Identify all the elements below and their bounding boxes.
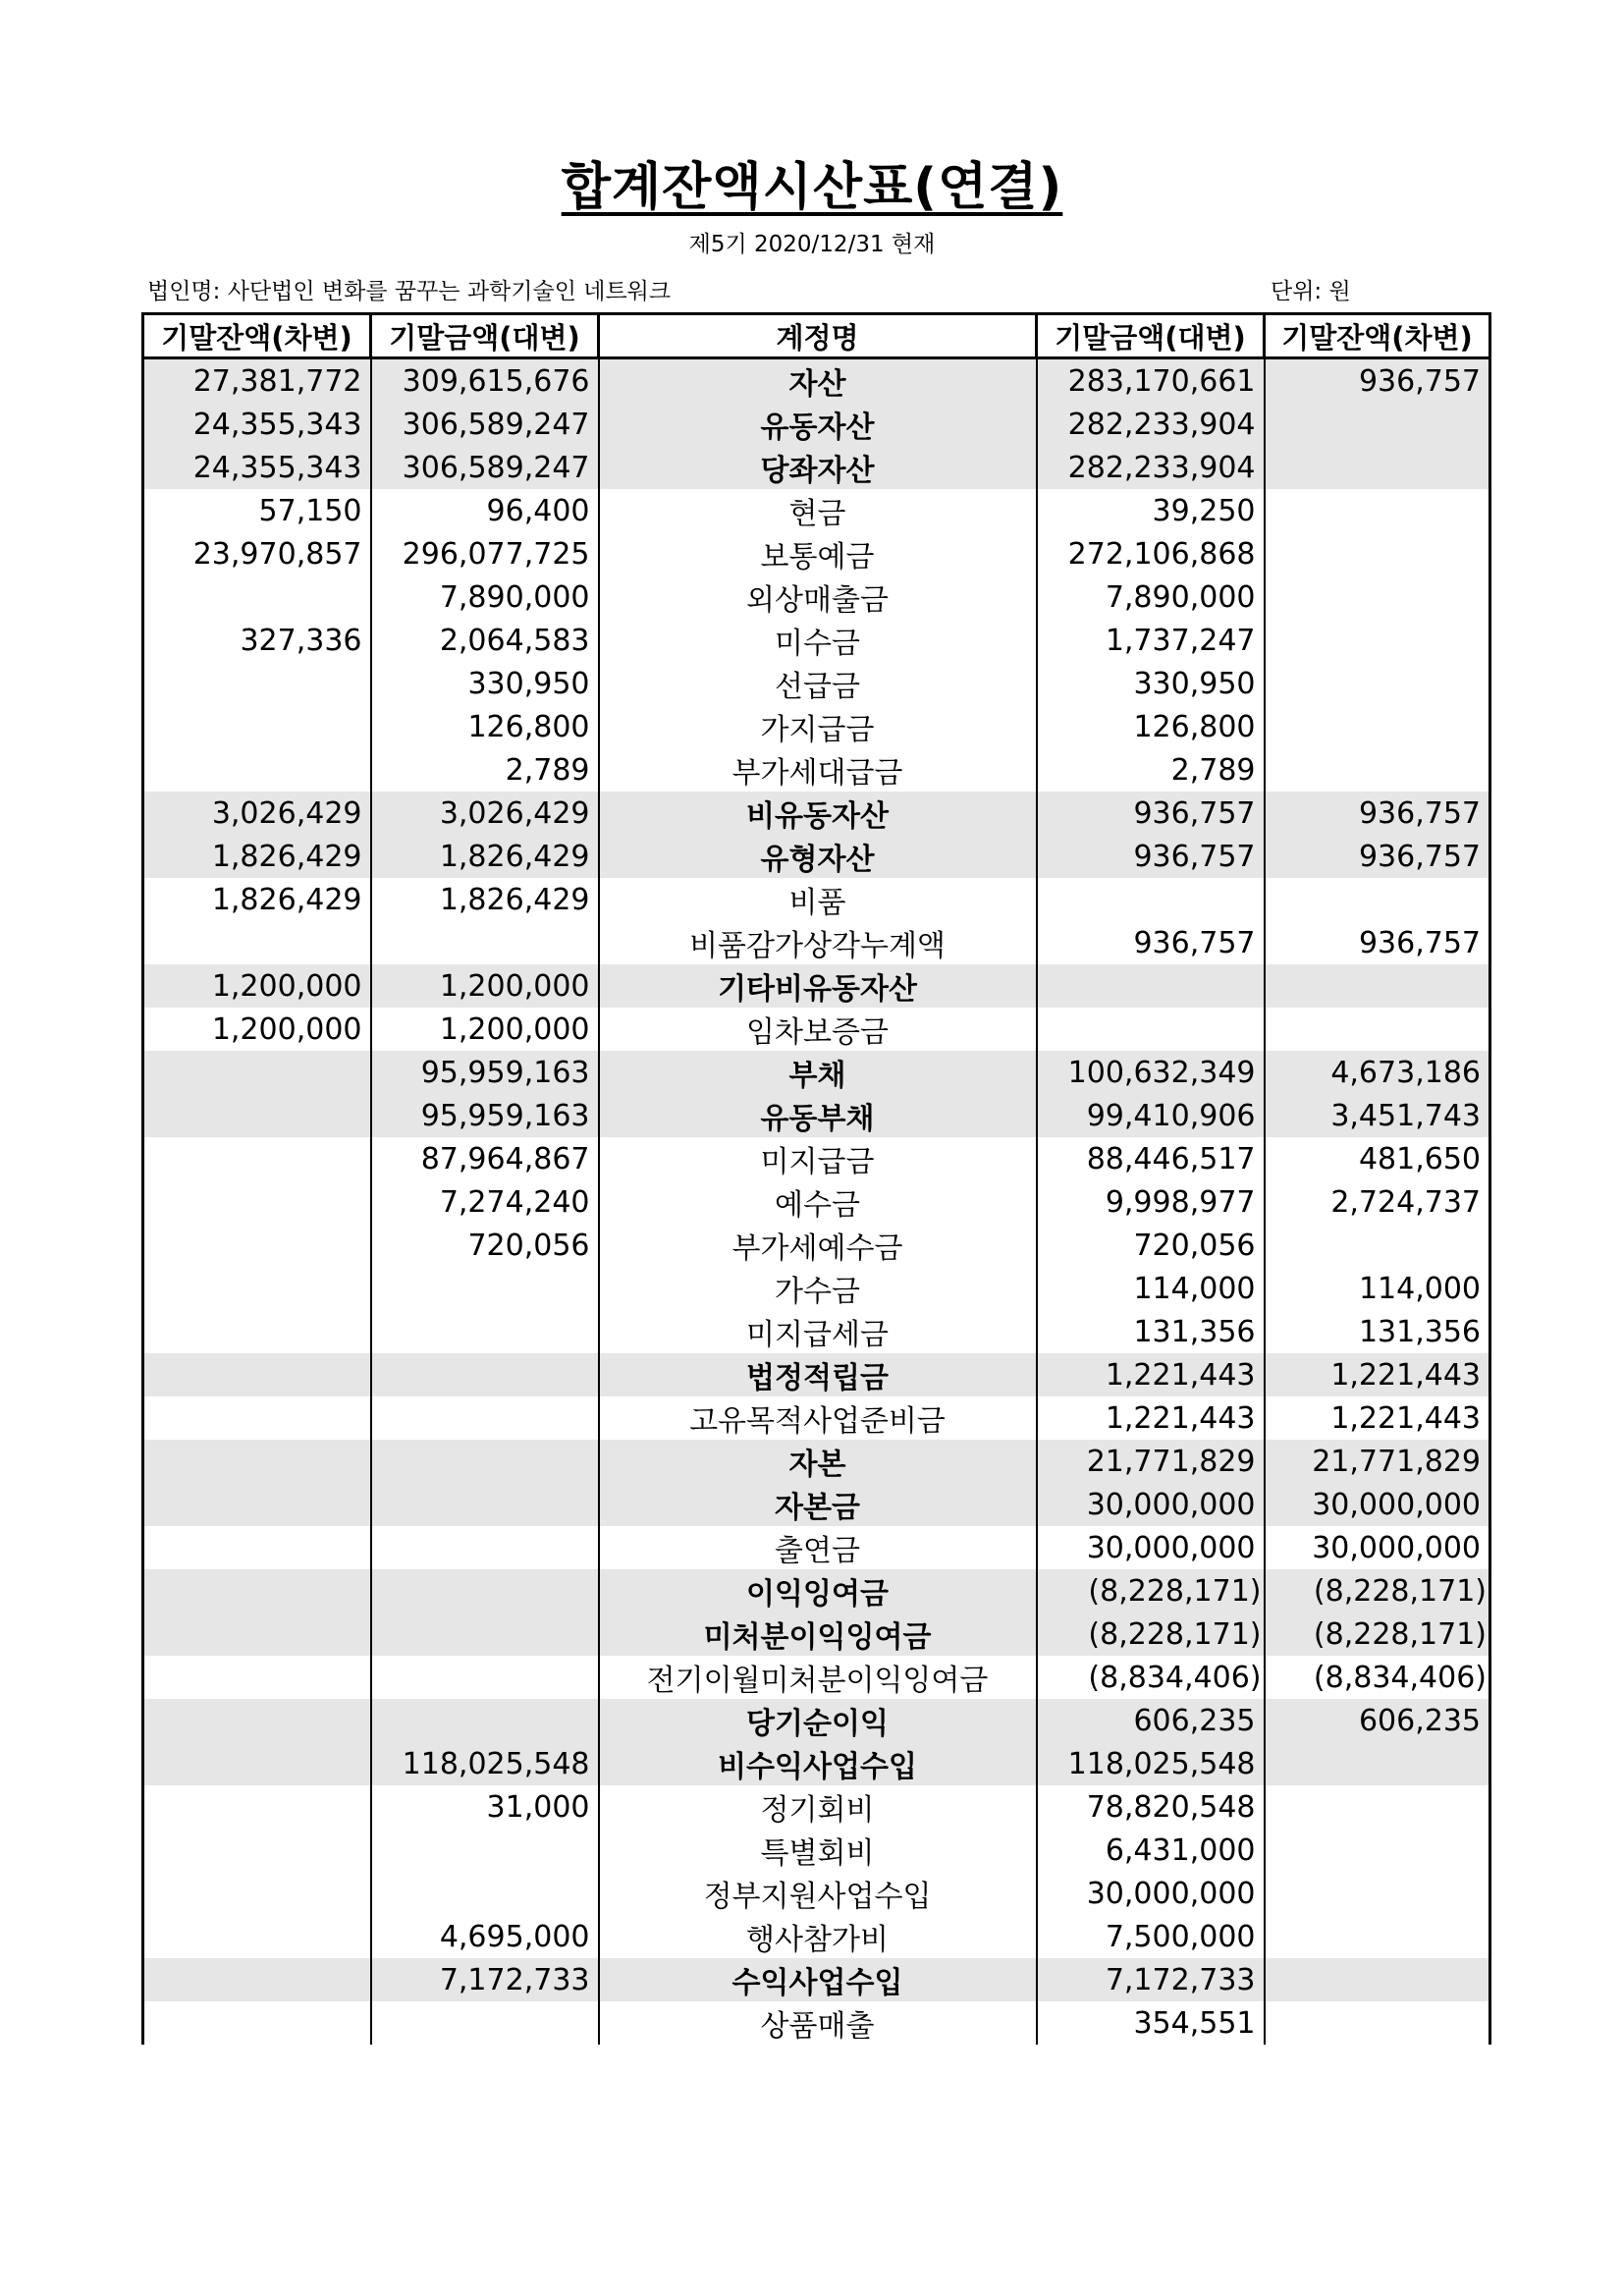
- header-row: [143, 314, 1490, 358]
- cell-ending-balance-debit-left: [143, 748, 371, 792]
- cell-ending-amount-credit-right: 39,250: [1037, 489, 1265, 532]
- cell-ending-balance-debit-right: 4,673,186: [1265, 1051, 1490, 1094]
- cell-ending-balance-debit-right: [1265, 1224, 1490, 1267]
- cell-ending-amount-credit-left: [371, 1569, 599, 1613]
- cell-ending-balance-debit-left: [143, 1958, 371, 2001]
- cell-account-name: 기타비유동자산: [599, 964, 1037, 1008]
- cell-ending-amount-credit-left: [371, 2001, 599, 2045]
- cell-ending-amount-credit-left: [371, 1396, 599, 1440]
- cell-ending-balance-debit-left: [143, 1742, 371, 1785]
- cell-ending-balance-debit-right: [1265, 1008, 1490, 1051]
- col-header-account-name: 계정명: [599, 314, 1037, 358]
- period-subtitle: 제5기 2020/12/31 현재: [688, 232, 936, 257]
- cell-ending-balance-debit-left: [143, 1267, 371, 1310]
- cell-ending-amount-credit-right: 282,233,904: [1037, 403, 1265, 446]
- cell-ending-amount-credit-left: 95,959,163: [371, 1051, 599, 1094]
- table-row: [143, 358, 1490, 404]
- cell-ending-balance-debit-left: 1,826,429: [143, 835, 371, 878]
- cell-account-name: 부가세대급금: [599, 748, 1037, 792]
- trial-balance-table: [141, 312, 1491, 2045]
- cell-account-name: 미지급세금: [599, 1310, 1037, 1353]
- cell-ending-amount-credit-right: 936,757: [1037, 835, 1265, 878]
- cell-ending-amount-credit-right: 7,500,000: [1037, 1915, 1265, 1958]
- cell-ending-balance-debit-left: 327,336: [143, 619, 371, 662]
- cell-ending-balance-debit-right: [1265, 575, 1490, 619]
- cell-ending-balance-debit-left: [143, 1094, 371, 1137]
- cell-ending-balance-debit-left: [143, 1526, 371, 1569]
- cell-ending-amount-credit-right: 9,998,977: [1037, 1180, 1265, 1224]
- cell-ending-amount-credit-left: 126,800: [371, 705, 599, 748]
- table-row: [143, 748, 1490, 792]
- cell-account-name: 정기회비: [599, 1785, 1037, 1829]
- table-body: [143, 358, 1490, 2046]
- cell-ending-amount-credit-left: [371, 1526, 599, 1569]
- cell-account-name: 비품감가상각누계액: [599, 921, 1037, 964]
- cell-account-name: 고유목적사업준비금: [599, 1396, 1037, 1440]
- cell-ending-balance-debit-left: [143, 1613, 371, 1656]
- cell-ending-amount-credit-right: 606,235: [1037, 1699, 1265, 1742]
- organization-name: 법인명: 사단법인 변화를 꿈꾸는 과학기술인 네트워크: [147, 279, 672, 304]
- cell-ending-balance-debit-left: 24,355,343: [143, 446, 371, 489]
- cell-ending-amount-credit-left: 87,964,867: [371, 1137, 599, 1180]
- table-row: [143, 792, 1490, 835]
- cell-ending-amount-credit-left: [371, 1310, 599, 1353]
- table-row: [143, 1829, 1490, 1872]
- cell-ending-amount-credit-left: 309,615,676: [371, 358, 599, 404]
- cell-ending-amount-credit-right: 30,000,000: [1037, 1872, 1265, 1915]
- cell-ending-balance-debit-left: [143, 1180, 371, 1224]
- cell-ending-balance-debit-right: [1265, 878, 1490, 921]
- cell-account-name: 상품매출: [599, 2001, 1037, 2045]
- title-text: 합계잔액시산표(연결): [561, 158, 1063, 217]
- cell-ending-amount-credit-left: 296,077,725: [371, 532, 599, 575]
- cell-account-name: 출연금: [599, 1526, 1037, 1569]
- cell-ending-balance-debit-right: [1265, 1872, 1490, 1915]
- cell-account-name: 외상매출금: [599, 575, 1037, 619]
- cell-ending-balance-debit-right: 936,757: [1265, 835, 1490, 878]
- cell-account-name: 비품: [599, 878, 1037, 921]
- table-row: [143, 403, 1490, 446]
- cell-ending-amount-credit-left: 4,695,000: [371, 1915, 599, 1958]
- cell-ending-amount-credit-right: 1,221,443: [1037, 1396, 1265, 1440]
- cell-account-name: 전기이월미처분이익잉여금: [599, 1656, 1037, 1699]
- table-row: [143, 964, 1490, 1008]
- cell-ending-amount-credit-right: 283,170,661: [1037, 358, 1265, 404]
- cell-ending-balance-debit-left: [143, 1353, 371, 1396]
- cell-ending-balance-debit-right: [1265, 964, 1490, 1008]
- cell-ending-balance-debit-left: 1,826,429: [143, 878, 371, 921]
- table-row: [143, 1137, 1490, 1180]
- cell-ending-amount-credit-left: [371, 1829, 599, 1872]
- cell-ending-balance-debit-left: [143, 1656, 371, 1699]
- cell-ending-balance-debit-right: [1265, 1785, 1490, 1829]
- cell-ending-amount-credit-right: 720,056: [1037, 1224, 1265, 1267]
- cell-ending-balance-debit-right: [1265, 662, 1490, 705]
- cell-ending-amount-credit-left: 1,826,429: [371, 878, 599, 921]
- table-row: [143, 1742, 1490, 1785]
- col-header-ending-amount-credit-left: 기말금액(대변): [371, 314, 599, 358]
- cell-ending-balance-debit-right: [1265, 1915, 1490, 1958]
- table-row: [143, 575, 1490, 619]
- cell-ending-amount-credit-left: 2,789: [371, 748, 599, 792]
- cell-ending-balance-debit-left: [143, 1396, 371, 1440]
- cell-ending-balance-debit-right: (8,228,171): [1265, 1613, 1490, 1656]
- cell-ending-balance-debit-left: [143, 921, 371, 964]
- cell-ending-amount-credit-left: 306,589,247: [371, 403, 599, 446]
- cell-ending-balance-debit-right: 30,000,000: [1265, 1483, 1490, 1526]
- cell-ending-amount-credit-right: [1037, 1008, 1265, 1051]
- cell-ending-amount-credit-left: 1,826,429: [371, 835, 599, 878]
- cell-ending-amount-credit-right: 100,632,349: [1037, 1051, 1265, 1094]
- cell-ending-amount-credit-right: [1037, 878, 1265, 921]
- cell-account-name: 당좌자산: [599, 446, 1037, 489]
- cell-ending-amount-credit-left: [371, 1440, 599, 1483]
- cell-account-name: 미지급금: [599, 1137, 1037, 1180]
- cell-ending-balance-debit-right: [1265, 532, 1490, 575]
- cell-ending-amount-credit-right: 936,757: [1037, 921, 1265, 964]
- cell-account-name: 보통예금: [599, 532, 1037, 575]
- cell-ending-amount-credit-right: [1037, 964, 1265, 1008]
- cell-ending-amount-credit-left: 96,400: [371, 489, 599, 532]
- cell-ending-amount-credit-right: 7,890,000: [1037, 575, 1265, 619]
- cell-ending-balance-debit-left: [143, 1915, 371, 1958]
- cell-ending-amount-credit-left: 95,959,163: [371, 1094, 599, 1137]
- table-row: [143, 1958, 1490, 2001]
- cell-ending-amount-credit-right: 131,356: [1037, 1310, 1265, 1353]
- table-row: [143, 1094, 1490, 1137]
- cell-ending-amount-credit-right: 2,789: [1037, 748, 1265, 792]
- cell-account-name: 유동부채: [599, 1094, 1037, 1137]
- cell-ending-balance-debit-right: 936,757: [1265, 921, 1490, 964]
- cell-account-name: 선급금: [599, 662, 1037, 705]
- cell-ending-balance-debit-right: (8,228,171): [1265, 1569, 1490, 1613]
- cell-ending-balance-debit-right: 114,000: [1265, 1267, 1490, 1310]
- cell-ending-amount-credit-left: [371, 1613, 599, 1656]
- cell-ending-amount-credit-right: 78,820,548: [1037, 1785, 1265, 1829]
- cell-ending-balance-debit-left: [143, 1872, 371, 1915]
- cell-ending-balance-debit-left: 27,381,772: [143, 358, 371, 404]
- cell-ending-amount-credit-left: [371, 1656, 599, 1699]
- cell-ending-amount-credit-right: 7,172,733: [1037, 1958, 1265, 2001]
- cell-ending-amount-credit-left: 31,000: [371, 1785, 599, 1829]
- cell-ending-amount-credit-right: 88,446,517: [1037, 1137, 1265, 1180]
- cell-ending-amount-credit-left: 7,890,000: [371, 575, 599, 619]
- cell-ending-balance-debit-right: 936,757: [1265, 358, 1490, 404]
- cell-account-name: 이익잉여금: [599, 1569, 1037, 1613]
- cell-account-name: 행사참가비: [599, 1915, 1037, 1958]
- cell-ending-amount-credit-right: 272,106,868: [1037, 532, 1265, 575]
- cell-account-name: 예수금: [599, 1180, 1037, 1224]
- cell-account-name: 부가세예수금: [599, 1224, 1037, 1267]
- table-row: [143, 921, 1490, 964]
- table-row: [143, 662, 1490, 705]
- cell-ending-amount-credit-left: 306,589,247: [371, 446, 599, 489]
- cell-account-name: 자본: [599, 1440, 1037, 1483]
- cell-account-name: 특별회비: [599, 1829, 1037, 1872]
- cell-ending-balance-debit-left: [143, 1051, 371, 1094]
- cell-ending-amount-credit-right: 1,737,247: [1037, 619, 1265, 662]
- cell-ending-amount-credit-left: 7,274,240: [371, 1180, 599, 1224]
- table-row: [143, 1310, 1490, 1353]
- cell-ending-amount-credit-right: 21,771,829: [1037, 1440, 1265, 1483]
- table-row: [143, 1267, 1490, 1310]
- cell-ending-balance-debit-right: 2,724,737: [1265, 1180, 1490, 1224]
- cell-ending-amount-credit-left: [371, 1872, 599, 1915]
- cell-ending-amount-credit-left: [371, 1353, 599, 1396]
- page-title: [0, 145, 1624, 219]
- cell-account-name: 수익사업수입: [599, 1958, 1037, 2001]
- cell-account-name: 당기순이익: [599, 1699, 1037, 1742]
- cell-ending-balance-debit-left: [143, 575, 371, 619]
- cell-ending-amount-credit-left: [371, 1483, 599, 1526]
- cell-account-name: 비유동자산: [599, 792, 1037, 835]
- cell-ending-amount-credit-left: [371, 1699, 599, 1742]
- cell-ending-amount-credit-right: 354,551: [1037, 2001, 1265, 2045]
- cell-account-name: 부채: [599, 1051, 1037, 1094]
- cell-ending-balance-debit-right: [1265, 619, 1490, 662]
- table-row: [143, 489, 1490, 532]
- cell-ending-balance-debit-left: [143, 705, 371, 748]
- cell-ending-amount-credit-left: 118,025,548: [371, 1742, 599, 1785]
- table-row: [143, 705, 1490, 748]
- cell-ending-balance-debit-left: 57,150: [143, 489, 371, 532]
- table-row: [143, 619, 1490, 662]
- cell-ending-balance-debit-right: 1,221,443: [1265, 1353, 1490, 1396]
- cell-ending-amount-credit-right: 118,025,548: [1037, 1742, 1265, 1785]
- cell-ending-balance-debit-right: [1265, 489, 1490, 532]
- cell-ending-balance-debit-right: [1265, 403, 1490, 446]
- cell-account-name: 가지급금: [599, 705, 1037, 748]
- col-header-ending-balance-debit-right: 기말잔액(차변): [1265, 314, 1490, 358]
- table-header: [143, 314, 1490, 358]
- cell-ending-balance-debit-left: 24,355,343: [143, 403, 371, 446]
- cell-ending-amount-credit-right: 30,000,000: [1037, 1483, 1265, 1526]
- cell-ending-balance-debit-right: 936,757: [1265, 792, 1490, 835]
- table-row: [143, 878, 1490, 921]
- cell-ending-balance-debit-right: 606,235: [1265, 1699, 1490, 1742]
- cell-ending-balance-debit-right: 30,000,000: [1265, 1526, 1490, 1569]
- table-row: [143, 1353, 1490, 1396]
- table-row: [143, 2001, 1490, 2045]
- cell-ending-amount-credit-right: 99,410,906: [1037, 1094, 1265, 1137]
- cell-ending-amount-credit-right: 114,000: [1037, 1267, 1265, 1310]
- cell-account-name: 법정적립금: [599, 1353, 1037, 1396]
- cell-ending-amount-credit-right: (8,228,171): [1037, 1569, 1265, 1613]
- table-row: [143, 1613, 1490, 1656]
- cell-ending-balance-debit-right: [1265, 1829, 1490, 1872]
- cell-account-name: 현금: [599, 489, 1037, 532]
- cell-ending-balance-debit-left: [143, 1224, 371, 1267]
- table-row: [143, 446, 1490, 489]
- cell-ending-balance-debit-left: 3,026,429: [143, 792, 371, 835]
- cell-ending-amount-credit-left: 1,200,000: [371, 964, 599, 1008]
- cell-ending-balance-debit-left: [143, 1440, 371, 1483]
- cell-ending-balance-debit-left: [143, 1569, 371, 1613]
- cell-ending-balance-debit-right: 21,771,829: [1265, 1440, 1490, 1483]
- cell-account-name: 미수금: [599, 619, 1037, 662]
- cell-ending-amount-credit-left: 2,064,583: [371, 619, 599, 662]
- cell-account-name: 임차보증금: [599, 1008, 1037, 1051]
- cell-ending-balance-debit-right: 3,451,743: [1265, 1094, 1490, 1137]
- table-row: [143, 1224, 1490, 1267]
- cell-ending-amount-credit-right: 936,757: [1037, 792, 1265, 835]
- cell-ending-balance-debit-right: [1265, 1742, 1490, 1785]
- cell-ending-amount-credit-right: (8,228,171): [1037, 1613, 1265, 1656]
- table-row: [143, 835, 1490, 878]
- cell-ending-balance-debit-right: 1,221,443: [1265, 1396, 1490, 1440]
- cell-ending-balance-debit-right: 131,356: [1265, 1310, 1490, 1353]
- cell-ending-amount-credit-left: 330,950: [371, 662, 599, 705]
- cell-ending-amount-credit-right: 6,431,000: [1037, 1829, 1265, 1872]
- cell-ending-amount-credit-right: 30,000,000: [1037, 1526, 1265, 1569]
- cell-ending-amount-credit-left: 1,200,000: [371, 1008, 599, 1051]
- currency-unit: 단위: 원: [1271, 279, 1351, 304]
- cell-ending-amount-credit-right: 1,221,443: [1037, 1353, 1265, 1396]
- table-row: [143, 1526, 1490, 1569]
- cell-ending-balance-debit-right: 481,650: [1265, 1137, 1490, 1180]
- cell-ending-amount-credit-right: 126,800: [1037, 705, 1265, 748]
- cell-ending-balance-debit-right: [1265, 1958, 1490, 2001]
- table-row: [143, 1915, 1490, 1958]
- table-row: [143, 532, 1490, 575]
- table-row: [143, 1656, 1490, 1699]
- cell-ending-amount-credit-right: (8,834,406): [1037, 1656, 1265, 1699]
- cell-ending-balance-debit-left: [143, 1310, 371, 1353]
- cell-ending-balance-debit-left: [143, 662, 371, 705]
- cell-ending-balance-debit-right: [1265, 446, 1490, 489]
- table-row: [143, 1440, 1490, 1483]
- cell-ending-balance-debit-left: [143, 1785, 371, 1829]
- table-row: [143, 1569, 1490, 1613]
- cell-ending-amount-credit-left: 720,056: [371, 1224, 599, 1267]
- cell-ending-amount-credit-left: [371, 1267, 599, 1310]
- col-header-ending-amount-credit-right: 기말금액(대변): [1037, 314, 1265, 358]
- table-row: [143, 1180, 1490, 1224]
- cell-ending-balance-debit-right: [1265, 705, 1490, 748]
- cell-ending-amount-credit-left: 7,172,733: [371, 1958, 599, 2001]
- table-row: [143, 1699, 1490, 1742]
- cell-ending-balance-debit-left: [143, 1137, 371, 1180]
- table-row: [143, 1008, 1490, 1051]
- table-row: [143, 1785, 1490, 1829]
- cell-ending-amount-credit-right: 282,233,904: [1037, 446, 1265, 489]
- cell-ending-amount-credit-right: 330,950: [1037, 662, 1265, 705]
- table-row: [143, 1051, 1490, 1094]
- cell-ending-balance-debit-left: [143, 1829, 371, 1872]
- cell-account-name: 가수금: [599, 1267, 1037, 1310]
- cell-ending-balance-debit-left: 1,200,000: [143, 964, 371, 1008]
- cell-ending-balance-debit-right: [1265, 748, 1490, 792]
- table-row: [143, 1483, 1490, 1526]
- cell-ending-balance-debit-right: (8,834,406): [1265, 1656, 1490, 1699]
- cell-ending-amount-credit-left: 3,026,429: [371, 792, 599, 835]
- cell-ending-balance-debit-left: 1,200,000: [143, 1008, 371, 1051]
- trial-balance-table-container: [141, 312, 1491, 2045]
- cell-ending-balance-debit-left: [143, 2001, 371, 2045]
- cell-account-name: 정부지원사업수입: [599, 1872, 1037, 1915]
- cell-account-name: 자산: [599, 358, 1037, 404]
- cell-account-name: 유형자산: [599, 835, 1037, 878]
- cell-account-name: 유동자산: [599, 403, 1037, 446]
- cell-ending-balance-debit-left: [143, 1699, 371, 1742]
- cell-ending-amount-credit-left: [371, 921, 599, 964]
- cell-ending-balance-debit-right: [1265, 2001, 1490, 2045]
- cell-ending-balance-debit-left: 23,970,857: [143, 532, 371, 575]
- cell-account-name: 비수익사업수입: [599, 1742, 1037, 1785]
- cell-account-name: 미처분이익잉여금: [599, 1613, 1037, 1656]
- table-row: [143, 1872, 1490, 1915]
- table-row: [143, 1396, 1490, 1440]
- cell-ending-balance-debit-left: [143, 1483, 371, 1526]
- col-header-ending-balance-debit-left: 기말잔액(차변): [143, 314, 371, 358]
- cell-account-name: 자본금: [599, 1483, 1037, 1526]
